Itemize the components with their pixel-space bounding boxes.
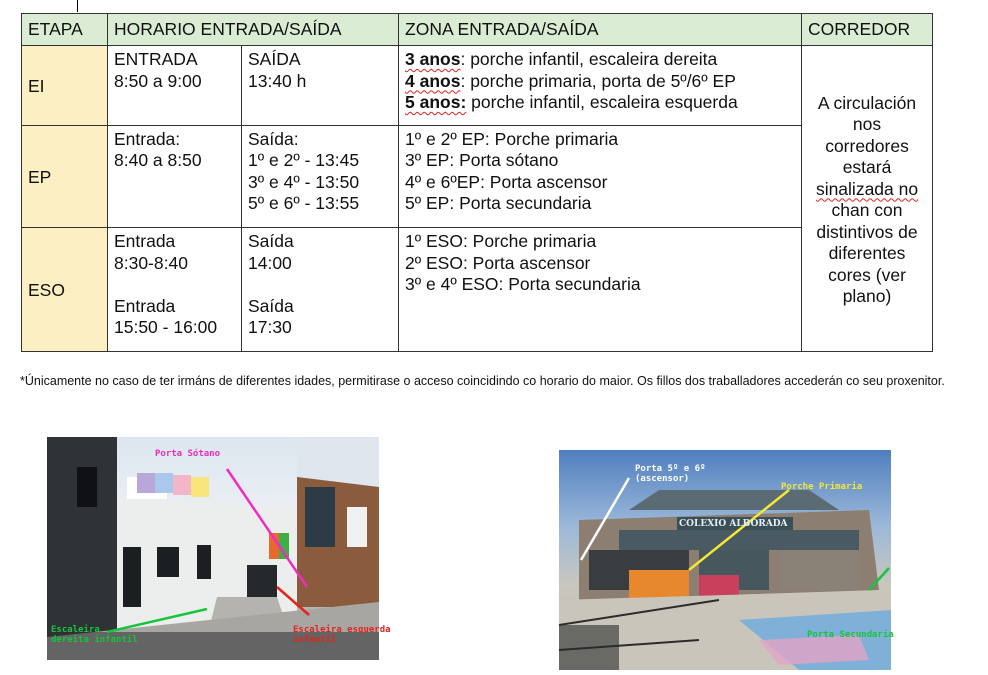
corredor-line: diferentes xyxy=(828,243,906,263)
etapa-ep: EP xyxy=(22,125,108,228)
zona-ei-3anos xyxy=(405,49,795,71)
zona-ei-5anos-key: 5 anos: xyxy=(405,92,467,112)
zona-ei-4anos xyxy=(405,71,795,93)
saida-eso-line: Saída xyxy=(248,231,294,252)
table-header-row xyxy=(22,14,933,46)
zona-eso-line: 2º ESO: Porta ascensor xyxy=(405,252,591,273)
saida-ep-line: 3º e 4º - 13:50 xyxy=(248,171,360,192)
header-etapa: ETAPA xyxy=(22,14,108,46)
corredor-line: distintivos de xyxy=(816,221,918,242)
header-zona: ZONA ENTRADA/SAÍDA xyxy=(399,14,802,46)
saida-eso xyxy=(242,228,399,352)
saida-ei-time: 13:40 h xyxy=(248,70,307,91)
label-escaleira-dereita: Escaleira xyxy=(51,625,100,635)
zona-ei-5anos-text: porche infantil, escaleira esquerda xyxy=(466,92,738,112)
label-porta-secundaria: Porta Secundaria xyxy=(807,630,894,640)
corredor-line: estará xyxy=(842,157,892,177)
zona-ei-4anos-text: : porche primaria, porta de 5º/6º EP xyxy=(460,70,736,91)
entrada-ep xyxy=(108,125,242,228)
label-escaleira-esquerda: Escaleira esquerda xyxy=(293,625,391,635)
schedule-table xyxy=(21,13,933,352)
saida-ei xyxy=(242,46,399,126)
zona-eso-line: 1º ESO: Porche primaria xyxy=(405,231,597,252)
zona-ei-3anos-text: : porche infantil, escaleira dereita xyxy=(460,49,718,69)
label-porta-5-6-line2: (ascensor) xyxy=(635,474,690,484)
saida-eso-line: 17:30 xyxy=(248,317,292,338)
corredor-line: plano) xyxy=(842,286,892,306)
saida-ep xyxy=(242,125,399,228)
entrada-ei-label: ENTRADA xyxy=(114,49,198,69)
corredor-line: corredores xyxy=(825,135,909,156)
school-photo-right xyxy=(559,450,894,670)
zona-ep-line: 5º EP: Porta secundaria xyxy=(405,193,592,214)
saida-ep-line: 1º e 2º - 13:45 xyxy=(248,150,360,171)
entrada-eso-line: Entrada xyxy=(114,231,176,252)
corredor-line: nos xyxy=(852,114,882,134)
zona-ei-5anos xyxy=(405,92,795,114)
header-corredor: CORREDOR xyxy=(802,14,933,46)
saida-ep-line: Saída: xyxy=(248,128,299,149)
entrada-ep-time: 8:40 a 8:50 xyxy=(114,150,202,171)
entrada-ei xyxy=(108,46,242,126)
zona-ei-3anos-key: 3 anos xyxy=(405,49,461,69)
table-row-ei xyxy=(22,46,933,126)
header-horario: HORARIO ENTRADA/SAÍDA xyxy=(108,14,399,46)
label-escaleira-dereita-line2: dereita infantil xyxy=(51,635,138,645)
zona-ei xyxy=(399,46,802,126)
table-row-eso xyxy=(22,228,933,352)
entrada-ei-time: 8:50 a 9:00 xyxy=(114,70,202,91)
etapa-ei: EI xyxy=(22,46,108,126)
table-row-ep xyxy=(22,125,933,228)
entrada-ep-label: Entrada: xyxy=(114,128,181,149)
entrada-eso-line: 8:30-8:40 xyxy=(114,252,188,273)
corredor-line: A circulación xyxy=(817,92,917,113)
entrada-eso-line: 15:50 - 16:00 xyxy=(114,317,218,338)
zona-ep-line: 4º e 6ºEP: Porta ascensor xyxy=(405,171,608,192)
school-photo-left xyxy=(47,437,391,660)
zona-eso-line: 3º e 4º ESO: Porta secundaria xyxy=(405,274,641,295)
corredor-line: chan con xyxy=(831,200,903,220)
zona-ep-line: 1º e 2º EP: Porche primaria xyxy=(405,128,619,149)
text-cursor xyxy=(77,0,78,12)
label-porche-primaria: Porche Primaria xyxy=(781,482,863,492)
entrada-eso-line: Entrada xyxy=(114,295,176,316)
footnote: *Únicamente no caso de ter irmáns de diferentes idades, permitirase o acceso coincidindo co horario do maior. Os fillos dos traballadores accederán co seu proxenitor. xyxy=(20,374,945,388)
corredor-line: cores (ver xyxy=(828,264,906,285)
zona-eso xyxy=(399,228,802,352)
zona-ei-4anos-key: 4 anos xyxy=(405,70,461,91)
saida-ei-label: SAÍDA xyxy=(248,49,301,69)
saida-eso-line: 14:00 xyxy=(248,252,292,273)
corredor-cell xyxy=(802,46,933,352)
zona-ep xyxy=(399,125,802,228)
school-sign: COLEXIO ALBORADA xyxy=(679,519,788,529)
corredor-line: sinalizada no xyxy=(815,178,919,199)
entrada-eso xyxy=(108,228,242,352)
saida-eso-line: Saída xyxy=(248,295,294,316)
saida-ep-line: 5º e 6º - 13:55 xyxy=(248,193,360,214)
etapa-eso: ESO xyxy=(22,228,108,352)
label-porta-sotano: Porta Sótano xyxy=(155,449,221,459)
zona-ep-line: 3º EP: Porta sótano xyxy=(405,150,559,171)
label-escaleira-esquerda-line2: infantil xyxy=(293,635,337,645)
label-porta-5-6: Porta 5º e 6º xyxy=(635,464,706,474)
